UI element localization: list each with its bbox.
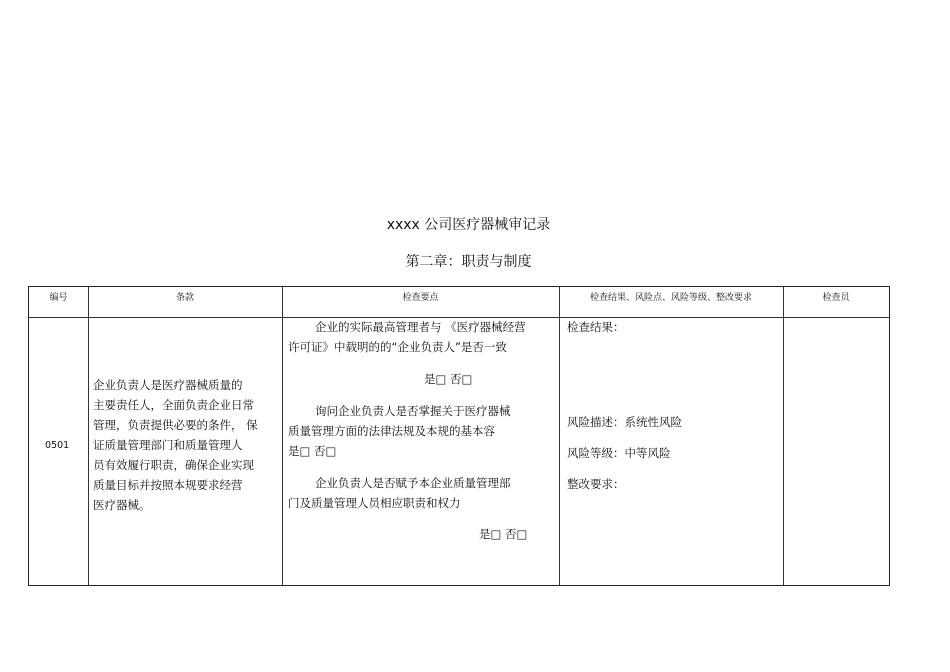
header-result: 检查结果、风险点、风险等级、整改要求 [589, 293, 752, 303]
header-clause: 条款 [175, 293, 194, 303]
check-point-1-line: 企业的实际最高管理者与 《医疗器械经营 [315, 320, 526, 334]
row-number: 0501 [45, 440, 70, 451]
header-number: 编号 [49, 293, 68, 303]
check-point-2-line: 询问企业负责人是否掌握关于医疗器械 [315, 404, 511, 418]
check-point-2-answer: 是□ 否□ [288, 444, 337, 458]
document-title: xxxx 公司医疗器械审记录 [386, 217, 551, 233]
check-point-1-answer: 是□ 否□ [424, 372, 473, 386]
header-inspector: 检查员 [822, 293, 850, 303]
audit-table [28, 286, 890, 586]
check-point-3-line: 门及质量管理人员相应职责和权力 [288, 496, 461, 510]
column-divider [88, 287, 89, 585]
clause-line: 医疗器械。 [93, 498, 151, 512]
clause-line: 质量目标并按照本规要求经营 [93, 478, 243, 492]
column-divider [783, 287, 784, 585]
result-label: 检查结果： [567, 320, 625, 334]
check-point-2-line: 质量管理方面的法律法规及本规的基本容 [288, 424, 495, 438]
clause-line: 证质量管理部门和质量管理人 [93, 438, 243, 452]
check-point-1-line: 许可证》中载明的的“企业负责人”是否一致 [288, 340, 507, 354]
check-point-3-answer: 是□ 否□ [479, 527, 528, 541]
column-divider [282, 287, 283, 585]
check-point-3-line: 企业负责人是否赋予本企业质量管理部 [315, 476, 511, 490]
header-check-points: 检查要点 [402, 293, 439, 303]
clause-line: 主要责任人，全面负责企业日常 [93, 398, 254, 412]
clause-line: 员有效履行职责，确保企业实现 [93, 458, 254, 472]
rectification-requirement: 整改要求： [567, 477, 625, 491]
risk-description: 风险描述：系统性风险 [567, 415, 682, 429]
risk-level: 风险等级：中等风险 [567, 446, 671, 460]
clause-line: 企业负责人是医疗器械质量的 [93, 378, 243, 392]
column-divider [559, 287, 560, 585]
chapter-subtitle: 第二章：职责与制度 [405, 254, 532, 270]
clause-line: 管理，负责提供必要的条件， 保 [93, 418, 258, 432]
